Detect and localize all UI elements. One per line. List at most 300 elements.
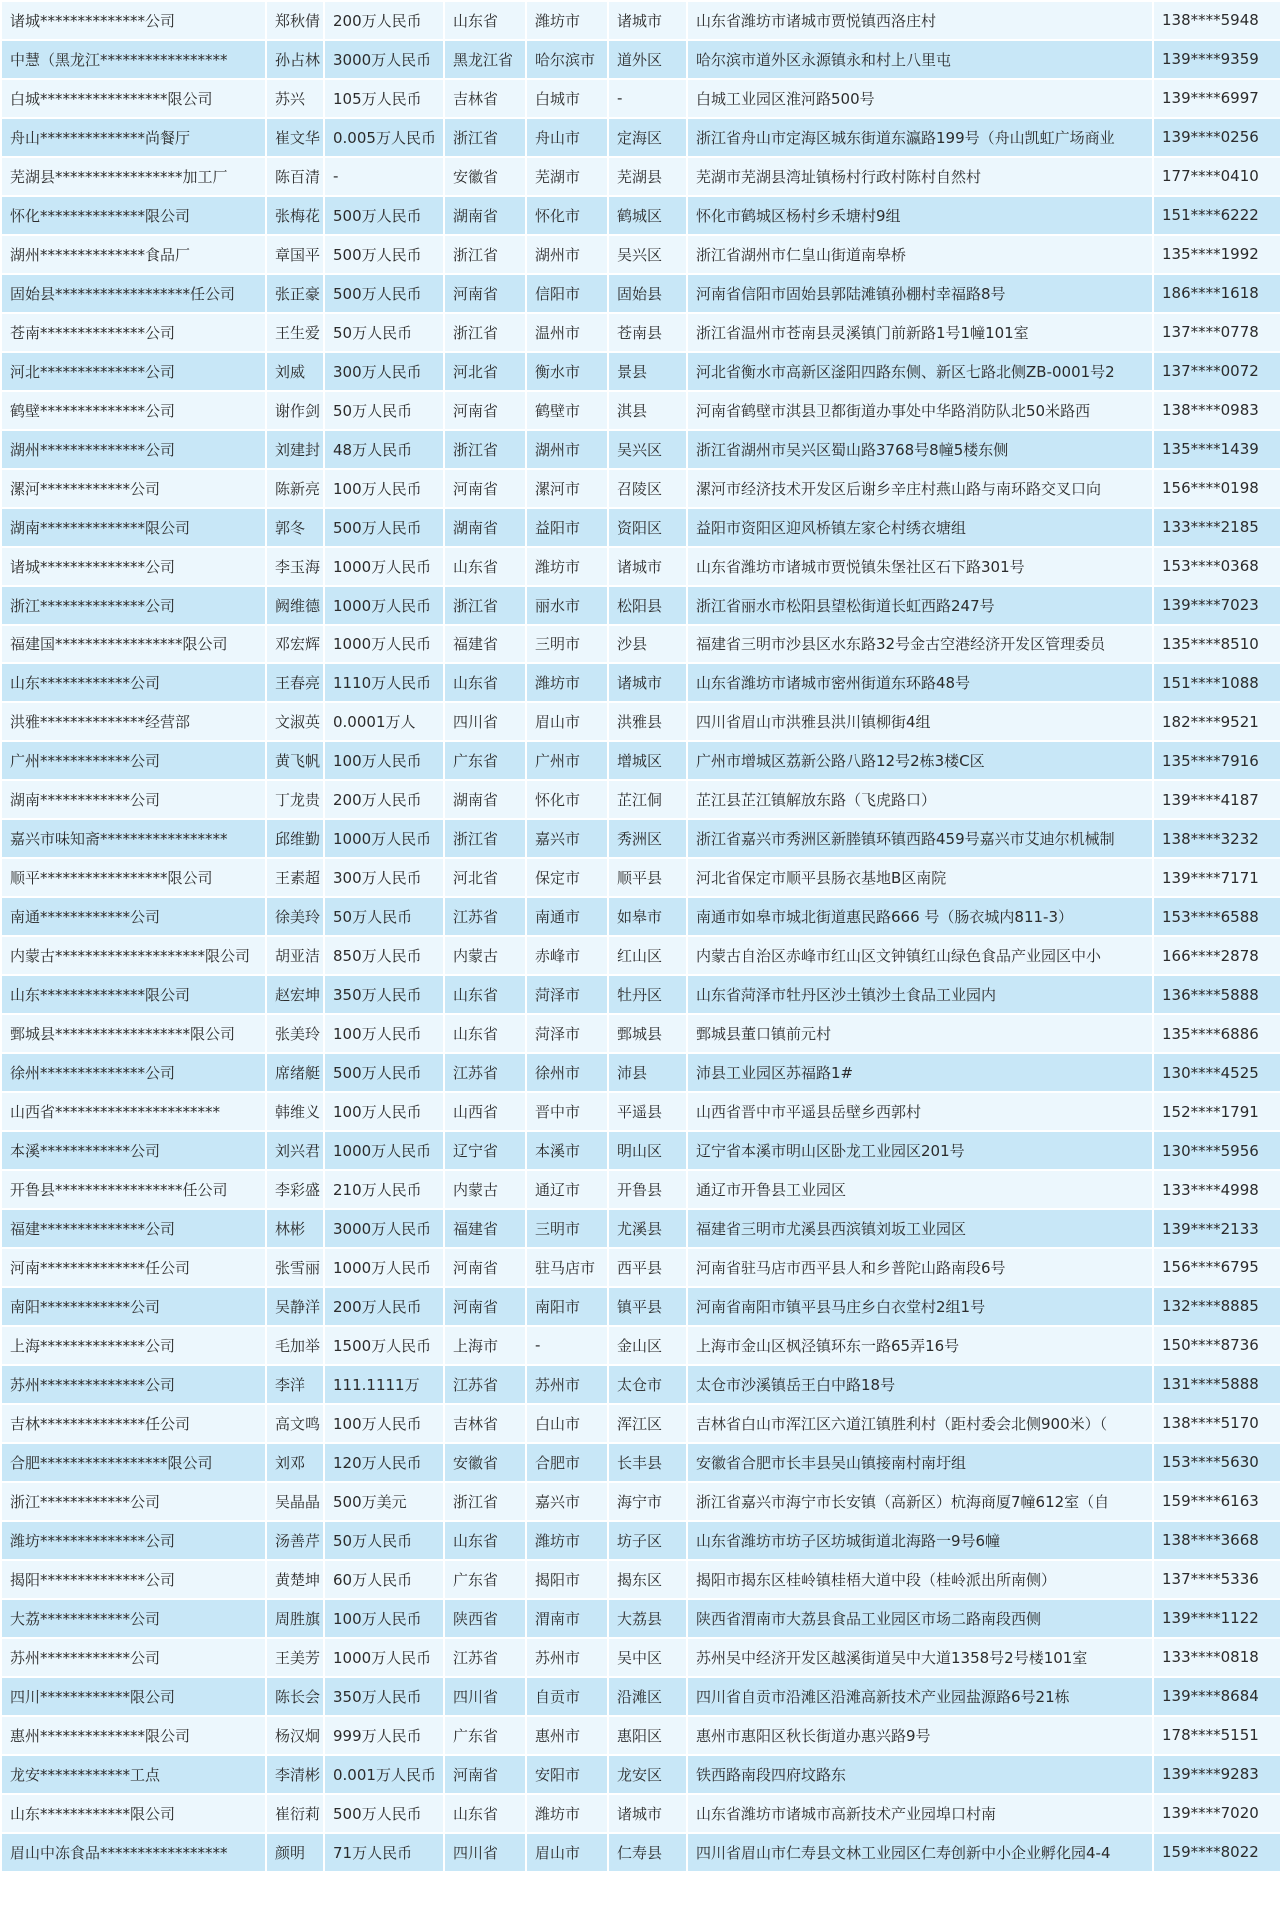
city-cell: 芜湖市 — [526, 157, 608, 196]
capital-cell: 350万人民币 — [324, 975, 444, 1014]
capital-cell: 60万人民币 — [324, 1560, 444, 1599]
district-cell: 诸城市 — [608, 663, 687, 702]
phone-cell: 178****5151 — [1153, 1716, 1280, 1755]
province-cell: 河南省 — [444, 391, 526, 430]
table-row — [1, 663, 1280, 702]
legal-person-cell: 胡亚洁 — [266, 936, 324, 975]
table-row — [1, 975, 1280, 1014]
city-cell: 合肥市 — [526, 1443, 608, 1482]
table-row — [1, 274, 1280, 313]
city-cell: 益阳市 — [526, 508, 608, 547]
capital-cell: 0.001万人民币 — [324, 1755, 444, 1794]
district-cell: 道外区 — [608, 40, 687, 79]
address-cell: 惠州市惠阳区秋长街道办惠兴路9号 — [687, 1716, 1153, 1755]
district-cell: 沿滩区 — [608, 1677, 687, 1716]
company-name-cell: 嘉兴市味知斋***************** — [1, 819, 266, 858]
city-cell: 温州市 — [526, 313, 608, 352]
phone-cell: 132****8885 — [1153, 1287, 1280, 1326]
province-cell: 河南省 — [444, 469, 526, 508]
table-row — [1, 1677, 1280, 1716]
phone-cell: 139****7020 — [1153, 1794, 1280, 1833]
phone-cell: 139****9359 — [1153, 40, 1280, 79]
address-cell: 浙江省湖州市仁皇山街道南皋桥 — [687, 235, 1153, 274]
address-cell: 山东省潍坊市诸城市高新技术产业园埠口村南 — [687, 1794, 1153, 1833]
company-name-cell: 福建**************公司 — [1, 1209, 266, 1248]
address-cell: 白城工业园区淮河路500号 — [687, 79, 1153, 118]
capital-cell: 1000万人民币 — [324, 1638, 444, 1677]
province-cell: 山东省 — [444, 547, 526, 586]
capital-cell: 500万美元 — [324, 1482, 444, 1521]
legal-person-cell: 丁龙贵 — [266, 780, 324, 819]
legal-person-cell: 邓宏辉 — [266, 625, 324, 664]
company-name-cell: 山西省********************** — [1, 1092, 266, 1131]
capital-cell: 500万人民币 — [324, 196, 444, 235]
phone-cell: 138****5170 — [1153, 1404, 1280, 1443]
capital-cell: 500万人民币 — [324, 274, 444, 313]
district-cell: 红山区 — [608, 936, 687, 975]
city-cell: 菏泽市 — [526, 1014, 608, 1053]
province-cell: 湖南省 — [444, 780, 526, 819]
company-name-cell: 固始县******************任公司 — [1, 274, 266, 313]
table-row — [1, 1638, 1280, 1677]
legal-person-cell: 郑秋倩 — [266, 1, 324, 40]
company-name-cell: 吉林**************任公司 — [1, 1404, 266, 1443]
city-cell: 潍坊市 — [526, 1794, 608, 1833]
legal-person-cell: 张雪丽 — [266, 1248, 324, 1287]
company-name-cell: 鄄城县******************限公司 — [1, 1014, 266, 1053]
address-cell: 揭阳市揭东区桂岭镇桂梧大道中段（桂岭派出所南侧） — [687, 1560, 1153, 1599]
capital-cell: 100万人民币 — [324, 1404, 444, 1443]
phone-cell: 139****4187 — [1153, 780, 1280, 819]
company-name-cell: 诸城**************公司 — [1, 1, 266, 40]
address-cell: 芷江县芷江镇解放东路（飞虎路口） — [687, 780, 1153, 819]
city-cell: 菏泽市 — [526, 975, 608, 1014]
district-cell: 明山区 — [608, 1131, 687, 1170]
legal-person-cell: 王春亮 — [266, 663, 324, 702]
capital-cell: 100万人民币 — [324, 1092, 444, 1131]
province-cell: 河北省 — [444, 858, 526, 897]
company-name-cell: 南阳************公司 — [1, 1287, 266, 1326]
address-cell: 福建省三明市尤溪县西滨镇刘坂工业园区 — [687, 1209, 1153, 1248]
table-row — [1, 897, 1280, 936]
city-cell: 通辽市 — [526, 1170, 608, 1209]
district-cell: 太仓市 — [608, 1365, 687, 1404]
table-row — [1, 1092, 1280, 1131]
capital-cell: 500万人民币 — [324, 1794, 444, 1833]
city-cell: 赤峰市 — [526, 936, 608, 975]
company-name-cell: 福建国*****************限公司 — [1, 625, 266, 664]
address-cell: 太仓市沙溪镇岳王白中路18号 — [687, 1365, 1153, 1404]
province-cell: 浙江省 — [444, 430, 526, 469]
table-row — [1, 1755, 1280, 1794]
province-cell: 黑龙江省 — [444, 40, 526, 79]
table-row — [1, 1, 1280, 40]
legal-person-cell: 刘邓 — [266, 1443, 324, 1482]
city-cell: 哈尔滨市 — [526, 40, 608, 79]
city-cell: 白山市 — [526, 1404, 608, 1443]
legal-person-cell: 席绪艇 — [266, 1053, 324, 1092]
address-cell: 福建省三明市沙县区水东路32号金古空港经济开发区管理委员 — [687, 625, 1153, 664]
legal-person-cell: 王素超 — [266, 858, 324, 897]
district-cell: 诸城市 — [608, 1794, 687, 1833]
phone-cell: 139****0256 — [1153, 118, 1280, 157]
province-cell: 浙江省 — [444, 819, 526, 858]
company-name-cell: 南通************公司 — [1, 897, 266, 936]
address-cell: 漯河市经济技术开发区后谢乡辛庄村燕山路与南环路交叉口向 — [687, 469, 1153, 508]
phone-cell: 136****5888 — [1153, 975, 1280, 1014]
district-cell: 召陵区 — [608, 469, 687, 508]
capital-cell: 105万人民币 — [324, 79, 444, 118]
address-cell: 芜湖市芜湖县湾址镇杨村行政村陈村自然村 — [687, 157, 1153, 196]
company-name-cell: 顺平*****************限公司 — [1, 858, 266, 897]
legal-person-cell: 李清彬 — [266, 1755, 324, 1794]
table-row — [1, 508, 1280, 547]
phone-cell: 150****8736 — [1153, 1326, 1280, 1365]
city-cell: 眉山市 — [526, 702, 608, 741]
legal-person-cell: 刘威 — [266, 352, 324, 391]
capital-cell: 120万人民币 — [324, 1443, 444, 1482]
phone-cell: 159****8022 — [1153, 1833, 1280, 1872]
legal-person-cell: 王生爱 — [266, 313, 324, 352]
capital-cell: 0.0001万人 — [324, 702, 444, 741]
capital-cell: 50万人民币 — [324, 391, 444, 430]
city-cell: 眉山市 — [526, 1833, 608, 1872]
province-cell: 四川省 — [444, 1677, 526, 1716]
table-row — [1, 1716, 1280, 1755]
city-cell: - — [526, 1326, 608, 1365]
company-name-cell: 苏州************公司 — [1, 1638, 266, 1677]
district-cell: 吴兴区 — [608, 235, 687, 274]
table-row — [1, 1170, 1280, 1209]
legal-person-cell: 李彩盛 — [266, 1170, 324, 1209]
city-cell: 三明市 — [526, 625, 608, 664]
district-cell: 洪雅县 — [608, 702, 687, 741]
province-cell: 上海市 — [444, 1326, 526, 1365]
district-cell: 龙安区 — [608, 1755, 687, 1794]
province-cell: 山东省 — [444, 1794, 526, 1833]
city-cell: 潍坊市 — [526, 1, 608, 40]
phone-cell: 135****1992 — [1153, 235, 1280, 274]
address-cell: 怀化市鹤城区杨村乡禾塘村9组 — [687, 196, 1153, 235]
phone-cell: 138****3232 — [1153, 819, 1280, 858]
legal-person-cell: 王美芳 — [266, 1638, 324, 1677]
legal-person-cell: 阙维德 — [266, 586, 324, 625]
province-cell: 四川省 — [444, 702, 526, 741]
table-row — [1, 819, 1280, 858]
city-cell: 保定市 — [526, 858, 608, 897]
legal-person-cell: 章国平 — [266, 235, 324, 274]
district-cell: 吴兴区 — [608, 430, 687, 469]
district-cell: 浑江区 — [608, 1404, 687, 1443]
city-cell: 广州市 — [526, 741, 608, 780]
city-cell: 舟山市 — [526, 118, 608, 157]
district-cell: 牡丹区 — [608, 975, 687, 1014]
address-cell: 吉林省白山市浑江区六道江镇胜利村（距村委会北侧900米）（ — [687, 1404, 1153, 1443]
city-cell: 白城市 — [526, 79, 608, 118]
district-cell: 芜湖县 — [608, 157, 687, 196]
capital-cell: 50万人民币 — [324, 1521, 444, 1560]
table-row — [1, 1365, 1280, 1404]
district-cell: 松阳县 — [608, 586, 687, 625]
address-cell: 辽宁省本溪市明山区卧龙工业园区201号 — [687, 1131, 1153, 1170]
table-row — [1, 1443, 1280, 1482]
capital-cell: 350万人民币 — [324, 1677, 444, 1716]
phone-cell: 133****4998 — [1153, 1170, 1280, 1209]
address-cell: 四川省自贡市沿滩区沿滩高新技术产业园盐源路6号21栋 — [687, 1677, 1153, 1716]
capital-cell: 0.005万人民币 — [324, 118, 444, 157]
table-row — [1, 391, 1280, 430]
capital-cell: - — [324, 157, 444, 196]
legal-person-cell: 韩维义 — [266, 1092, 324, 1131]
company-name-cell: 河北**************公司 — [1, 352, 266, 391]
legal-person-cell: 李洋 — [266, 1365, 324, 1404]
capital-cell: 300万人民币 — [324, 858, 444, 897]
province-cell: 广东省 — [444, 1560, 526, 1599]
company-name-cell: 揭阳**************公司 — [1, 1560, 266, 1599]
table-row — [1, 469, 1280, 508]
legal-person-cell: 邱维勤 — [266, 819, 324, 858]
legal-person-cell: 陈百清 — [266, 157, 324, 196]
province-cell: 江苏省 — [444, 1053, 526, 1092]
legal-person-cell: 陈新亮 — [266, 469, 324, 508]
legal-person-cell: 崔文华 — [266, 118, 324, 157]
city-cell: 南阳市 — [526, 1287, 608, 1326]
city-cell: 安阳市 — [526, 1755, 608, 1794]
legal-person-cell: 张梅花 — [266, 196, 324, 235]
district-cell: 增城区 — [608, 741, 687, 780]
table-row — [1, 1287, 1280, 1326]
district-cell: 长丰县 — [608, 1443, 687, 1482]
province-cell: 浙江省 — [444, 586, 526, 625]
phone-cell: 156****6795 — [1153, 1248, 1280, 1287]
address-cell: 河南省鹤壁市淇县卫都街道办事处中华路消防队北50米路西 — [687, 391, 1153, 430]
city-cell: 驻马店市 — [526, 1248, 608, 1287]
phone-cell: 177****0410 — [1153, 157, 1280, 196]
district-cell: 坊子区 — [608, 1521, 687, 1560]
city-cell: 徐州市 — [526, 1053, 608, 1092]
phone-cell: 182****9521 — [1153, 702, 1280, 741]
legal-person-cell: 颜明 — [266, 1833, 324, 1872]
phone-cell: 130****4525 — [1153, 1053, 1280, 1092]
company-name-cell: 诸城**************公司 — [1, 547, 266, 586]
capital-cell: 500万人民币 — [324, 235, 444, 274]
phone-cell: 138****0983 — [1153, 391, 1280, 430]
city-cell: 嘉兴市 — [526, 1482, 608, 1521]
capital-cell: 50万人民币 — [324, 313, 444, 352]
legal-person-cell: 吴静洋 — [266, 1287, 324, 1326]
city-cell: 南通市 — [526, 897, 608, 936]
district-cell: 淇县 — [608, 391, 687, 430]
address-cell: 山东省潍坊市坊子区坊城街道北海路一9号6幢 — [687, 1521, 1153, 1560]
company-name-cell: 龙安************工点 — [1, 1755, 266, 1794]
address-cell: 河南省信阳市固始县郭陆滩镇孙棚村幸福路8号 — [687, 274, 1153, 313]
province-cell: 浙江省 — [444, 118, 526, 157]
capital-cell: 1000万人民币 — [324, 1131, 444, 1170]
legal-person-cell: 崔衍莉 — [266, 1794, 324, 1833]
province-cell: 湖南省 — [444, 196, 526, 235]
province-cell: 浙江省 — [444, 1482, 526, 1521]
city-cell: 鹤壁市 — [526, 391, 608, 430]
province-cell: 河南省 — [444, 1248, 526, 1287]
address-cell: 河南省驻马店市西平县人和乡普陀山路南段6号 — [687, 1248, 1153, 1287]
city-cell: 潍坊市 — [526, 547, 608, 586]
table-row — [1, 1794, 1280, 1833]
table-row — [1, 625, 1280, 664]
address-cell: 铁西路南段四府坟路东 — [687, 1755, 1153, 1794]
province-cell: 山东省 — [444, 1014, 526, 1053]
phone-cell: 137****0778 — [1153, 313, 1280, 352]
district-cell: 西平县 — [608, 1248, 687, 1287]
table-row — [1, 1014, 1280, 1053]
company-name-cell: 内蒙古********************限公司 — [1, 936, 266, 975]
address-cell: 浙江省丽水市松阳县望松街道长虹西路247号 — [687, 586, 1153, 625]
phone-cell: 152****1791 — [1153, 1092, 1280, 1131]
province-cell: 广东省 — [444, 1716, 526, 1755]
company-name-cell: 合肥*****************限公司 — [1, 1443, 266, 1482]
table-row — [1, 702, 1280, 741]
table-row — [1, 196, 1280, 235]
province-cell: 四川省 — [444, 1833, 526, 1872]
phone-cell: 139****7023 — [1153, 586, 1280, 625]
table-row — [1, 1131, 1280, 1170]
province-cell: 河南省 — [444, 1287, 526, 1326]
company-name-cell: 鹤壁**************公司 — [1, 391, 266, 430]
city-cell: 嘉兴市 — [526, 819, 608, 858]
capital-cell: 3000万人民币 — [324, 1209, 444, 1248]
city-cell: 漯河市 — [526, 469, 608, 508]
legal-person-cell: 林彬 — [266, 1209, 324, 1248]
province-cell: 江苏省 — [444, 1638, 526, 1677]
legal-person-cell: 赵宏坤 — [266, 975, 324, 1014]
legal-person-cell: 谢作剑 — [266, 391, 324, 430]
company-name-cell: 中慧（黑龙江***************** — [1, 40, 266, 79]
address-cell: 苏州吴中经济开发区越溪街道吴中大道1358号2号楼101室 — [687, 1638, 1153, 1677]
province-cell: 湖南省 — [444, 508, 526, 547]
phone-cell: 138****5948 — [1153, 1, 1280, 40]
legal-person-cell: 毛加举 — [266, 1326, 324, 1365]
district-cell: 吴中区 — [608, 1638, 687, 1677]
capital-cell: 210万人民币 — [324, 1170, 444, 1209]
province-cell: 山西省 — [444, 1092, 526, 1131]
legal-person-cell: 黄飞帆 — [266, 741, 324, 780]
company-name-cell: 徐州**************公司 — [1, 1053, 266, 1092]
capital-cell: 100万人民币 — [324, 741, 444, 780]
district-cell: 平遥县 — [608, 1092, 687, 1131]
district-cell: 惠阳区 — [608, 1716, 687, 1755]
phone-cell: 139****1122 — [1153, 1599, 1280, 1638]
city-cell: 揭阳市 — [526, 1560, 608, 1599]
company-name-cell: 广州************公司 — [1, 741, 266, 780]
company-name-cell: 苍南**************公司 — [1, 313, 266, 352]
city-cell: 苏州市 — [526, 1365, 608, 1404]
district-cell: 鄄城县 — [608, 1014, 687, 1053]
district-cell: 镇平县 — [608, 1287, 687, 1326]
capital-cell: 1000万人民币 — [324, 547, 444, 586]
capital-cell: 200万人民币 — [324, 780, 444, 819]
province-cell: 山东省 — [444, 1521, 526, 1560]
phone-cell: 153****6588 — [1153, 897, 1280, 936]
phone-cell: 139****9283 — [1153, 1755, 1280, 1794]
address-cell: 河北省保定市顺平县肠衣基地B区南院 — [687, 858, 1153, 897]
phone-cell: 131****5888 — [1153, 1365, 1280, 1404]
table-row — [1, 936, 1280, 975]
district-cell: - — [608, 79, 687, 118]
company-name-cell: 四川************限公司 — [1, 1677, 266, 1716]
capital-cell: 50万人民币 — [324, 897, 444, 936]
capital-cell: 200万人民币 — [324, 1287, 444, 1326]
district-cell: 尤溪县 — [608, 1209, 687, 1248]
company-name-cell: 大荔************公司 — [1, 1599, 266, 1638]
address-cell: 广州市增城区荔新公路八路12号2栋3楼C区 — [687, 741, 1153, 780]
capital-cell: 1110万人民币 — [324, 663, 444, 702]
company-name-cell: 浙江************公司 — [1, 1482, 266, 1521]
phone-cell: 133****2185 — [1153, 508, 1280, 547]
table-row — [1, 1053, 1280, 1092]
phone-cell: 137****5336 — [1153, 1560, 1280, 1599]
company-name-cell: 潍坊**************公司 — [1, 1521, 266, 1560]
city-cell: 湖州市 — [526, 430, 608, 469]
province-cell: 内蒙古 — [444, 1170, 526, 1209]
district-cell: 顺平县 — [608, 858, 687, 897]
legal-person-cell: 张正豪 — [266, 274, 324, 313]
city-cell: 自贡市 — [526, 1677, 608, 1716]
table-row — [1, 430, 1280, 469]
legal-person-cell: 李玉海 — [266, 547, 324, 586]
table-row — [1, 1248, 1280, 1287]
phone-cell: 135****6886 — [1153, 1014, 1280, 1053]
company-name-cell: 怀化**************限公司 — [1, 196, 266, 235]
phone-cell: 138****3668 — [1153, 1521, 1280, 1560]
company-name-cell: 舟山**************尚餐厅 — [1, 118, 266, 157]
province-cell: 江苏省 — [444, 1365, 526, 1404]
company-name-cell: 山东************限公司 — [1, 1794, 266, 1833]
city-cell: 丽水市 — [526, 586, 608, 625]
phone-cell: 139****7171 — [1153, 858, 1280, 897]
phone-cell: 139****8684 — [1153, 1677, 1280, 1716]
district-cell: 定海区 — [608, 118, 687, 157]
capital-cell: 100万人民币 — [324, 1014, 444, 1053]
address-cell: 四川省眉山市仁寿县文林工业园区仁寿创新中小企业孵化园4-4 — [687, 1833, 1153, 1872]
address-cell: 上海市金山区枫泾镇环东一路65弄16号 — [687, 1326, 1153, 1365]
address-cell: 山东省潍坊市诸城市密州街道东环路48号 — [687, 663, 1153, 702]
company-name-cell: 山东************公司 — [1, 663, 266, 702]
company-name-cell: 漯河************公司 — [1, 469, 266, 508]
address-cell: 河南省南阳市镇平县马庄乡白衣堂村2组1号 — [687, 1287, 1153, 1326]
city-cell: 三明市 — [526, 1209, 608, 1248]
province-cell: 福建省 — [444, 1209, 526, 1248]
table-row — [1, 1482, 1280, 1521]
district-cell: 仁寿县 — [608, 1833, 687, 1872]
legal-person-cell: 黄楚坤 — [266, 1560, 324, 1599]
table-row — [1, 858, 1280, 897]
phone-cell: 151****1088 — [1153, 663, 1280, 702]
district-cell: 沛县 — [608, 1053, 687, 1092]
address-cell: 通辽市开鲁县工业园区 — [687, 1170, 1153, 1209]
province-cell: 吉林省 — [444, 79, 526, 118]
company-name-cell: 开鲁县*****************任公司 — [1, 1170, 266, 1209]
district-cell: 诸城市 — [608, 1, 687, 40]
capital-cell: 1000万人民币 — [324, 586, 444, 625]
address-cell: 南通市如皋市城北街道惠民路666 号（肠衣城内811-3） — [687, 897, 1153, 936]
city-cell: 信阳市 — [526, 274, 608, 313]
address-cell: 哈尔滨市道外区永源镇永和村上八里屯 — [687, 40, 1153, 79]
district-cell: 资阳区 — [608, 508, 687, 547]
capital-cell: 300万人民币 — [324, 352, 444, 391]
phone-cell: 135****8510 — [1153, 625, 1280, 664]
capital-cell: 3000万人民币 — [324, 40, 444, 79]
district-cell: 沙县 — [608, 625, 687, 664]
city-cell: 渭南市 — [526, 1599, 608, 1638]
